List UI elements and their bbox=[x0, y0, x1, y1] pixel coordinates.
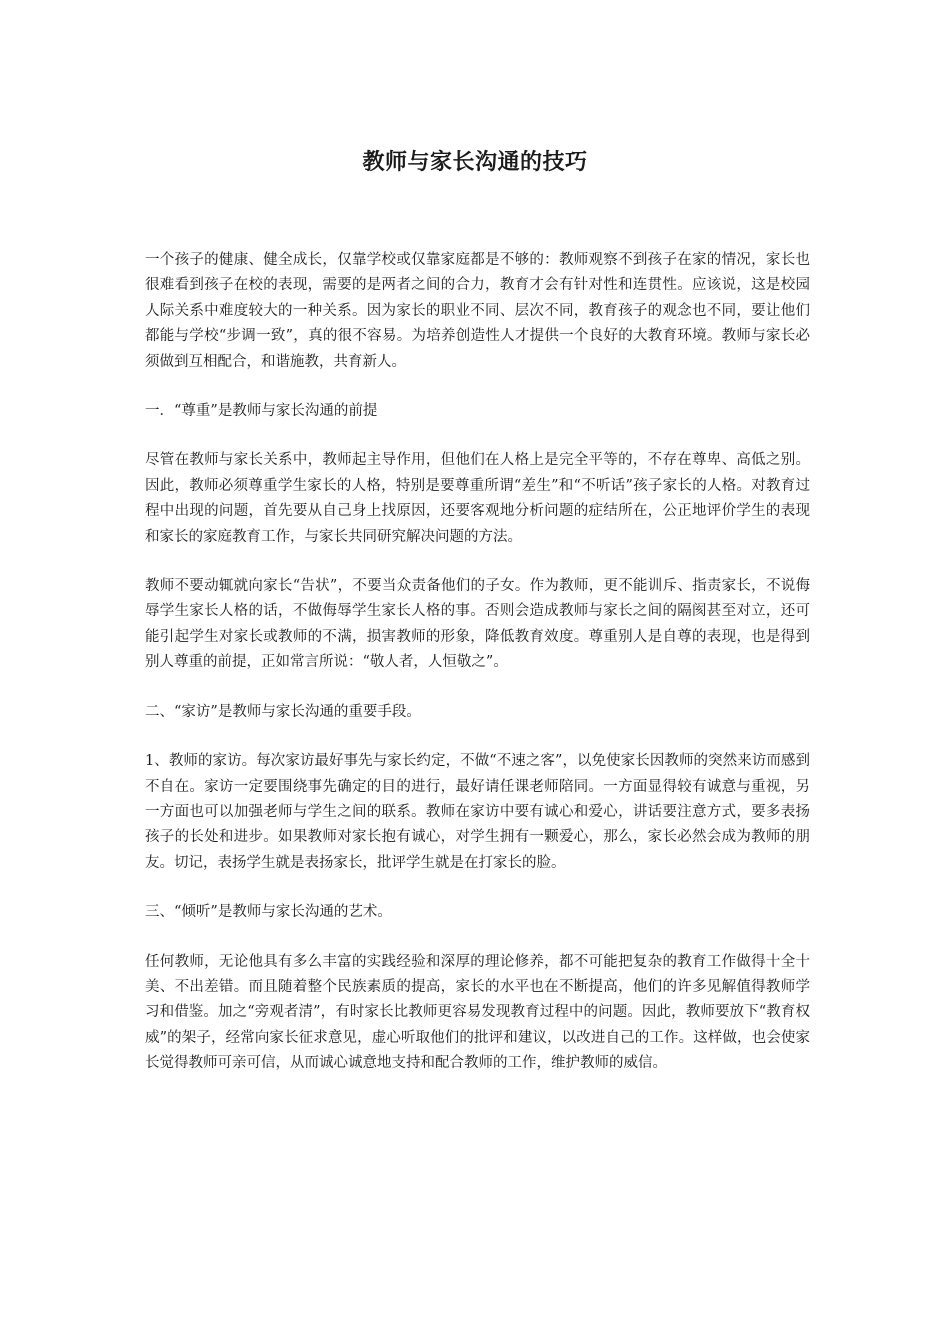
section-heading-listening: 三、“倾听”是教师与家长沟通的艺术。 bbox=[145, 904, 392, 921]
paragraph-gap bbox=[145, 550, 810, 574]
paragraph-gap bbox=[145, 876, 810, 900]
paragraph-intro: 一个孩子的健康、健全成长，仅靠学校或仅靠家庭都是不够的：教师观察不到孩子在家的情况，家长也很难看到孩子在校的表现，需要的是两者之间的合力，教育才会有针对性和连贯性。应该说，这是校园人际关系中难度较大的一种关系。因为家长的职业不同、层次不同，教育孩子的观念也不同，要让他们都能与学校“步调一致”，真的很不容易。为培养创造性人才提供一个良好的大教育环境。教师与家长必须做到互相配合，和谐施教，共育新人。 bbox=[145, 252, 810, 370]
document-title: 教师与家长沟通的技巧 bbox=[362, 149, 588, 175]
paragraph-respect-1: 尽管在教师与家长关系中，教师起主导作用，但他们在人格上是完全平等的，不存在尊卑、高低之别。因此，教师必须尊重学生家长的人格，特别是要尊重所谓“差生”和“不听话”孩子家长的人格。对教育过程中出现的问题，首先要从自己身上找原因，还要客观地分析问题的症结所在，公正地评价学生的表现和家长的家庭教育工作，与家长共同研究解决问题的方法。 bbox=[145, 452, 810, 545]
paragraph-gap bbox=[145, 676, 810, 700]
paragraph-home-visit: 1、教师的家访。每次家访最好事先与家长约定，不做“不速之客”，以免使家长因教师的突然来访而感到不自在。家访一定要围绕事先确定的目的进行，最好请任课老师陪同。一方面显得较有诚意与重视，另一方面也可以加强老师与学生之间的联系。教师在家访中要有诚心和爱心，讲话要注意方式，要多表扬孩子的长处和进步。如果教师对家长抱有诚心，对学生拥有一颗爱心，那么，家长必然会成为教师的朋友。切记，表扬学生就是表扬家长，批评学生就是在打家长的脸。 bbox=[145, 753, 810, 871]
paragraph-listening: 任何教师，无论他具有多么丰富的实践经验和深厚的理论修养，都不可能把复杂的教育工作做得十全十美、不出差错。而且随着整个民族素质的提高，家长的水平也在不断提高，他们的许多见解值得教师学习和借鉴。加之“旁观者清”，有时家长比教师更容易发现教育过程中的问题。因此，教师要放下“教育权威”的架子，经常向家长征求意见，虚心听取他们的批评和建议，以改进自己的工作。这样做，也会使家长觉得教师可亲可信，从而诚心诚意地支持和配合教师的工作，维护教师的威信。 bbox=[145, 953, 810, 1072]
section-heading-respect: 一．“尊重”是教师与家长沟通的前提 bbox=[145, 403, 378, 420]
paragraph-gap bbox=[145, 375, 810, 399]
paragraph-gap bbox=[145, 926, 810, 950]
document-body bbox=[145, 248, 810, 1077]
paragraph-gap bbox=[145, 725, 810, 749]
section-heading-home-visit: 二、“家访”是教师与家长沟通的重要手段。 bbox=[145, 703, 421, 720]
paragraph-gap bbox=[145, 424, 810, 448]
paragraph-respect-2: 教师不要动辄就向家长“告状”，不要当众责备他们的子女。作为教师，更不能训斥、指责家长，不说侮辱学生家长人格的话，不做侮辱学生家长人格的事。否则会造成教师与家长之间的隔阂甚至对立，还可能引起学生对家长或教师的不满，损害教师的形象，降低教育效度。尊重别人是自尊的表现，也是得到别人尊重的前提，正如常言所说：“敬人者，人恒敬之”。 bbox=[145, 578, 810, 671]
